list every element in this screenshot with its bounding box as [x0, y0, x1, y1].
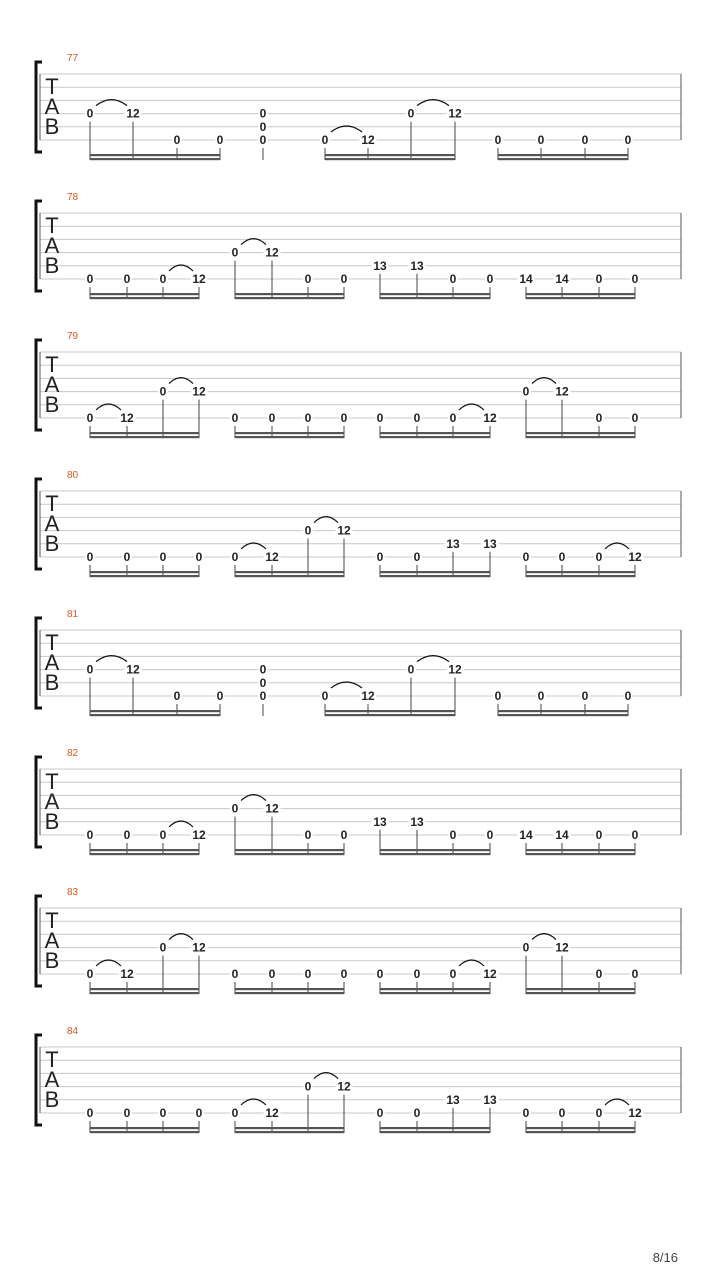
- beat-group: [85, 1106, 204, 1133]
- beam: [235, 571, 344, 573]
- beam: [526, 1131, 635, 1133]
- tab-system-84: [36, 1026, 681, 1133]
- beam: [380, 988, 490, 990]
- beam: [235, 992, 344, 994]
- fret-number: 0: [86, 967, 94, 981]
- beam: [325, 154, 455, 156]
- beam: [235, 988, 344, 990]
- fret-number: 12: [265, 801, 279, 816]
- fret-number: 0: [231, 967, 239, 981]
- fret-number: 12: [448, 662, 462, 677]
- fret-number: 0: [304, 272, 312, 286]
- tab-clef-letter: B: [44, 531, 60, 556]
- beam: [380, 432, 490, 434]
- beam: [526, 1127, 635, 1129]
- fret-number: 0: [595, 1106, 603, 1120]
- beam: [526, 436, 635, 438]
- beam: [235, 436, 344, 438]
- measure-number: 79: [67, 331, 79, 342]
- beam: [90, 992, 199, 994]
- beam: [90, 432, 199, 434]
- fret-number: 0: [413, 550, 421, 564]
- beam: [235, 575, 344, 577]
- system-bracket: [36, 896, 42, 986]
- fret-number: 0: [376, 411, 384, 425]
- fret-number: 0: [494, 133, 502, 147]
- beam: [526, 575, 635, 577]
- beat-group: [85, 100, 225, 161]
- beat-group: [85, 934, 207, 995]
- fret-number: 12: [192, 272, 206, 286]
- fret-number: 0: [376, 967, 384, 981]
- fret-number: 0: [259, 662, 267, 677]
- beam: [380, 293, 490, 295]
- beam: [380, 1131, 490, 1133]
- fret-number: 12: [265, 550, 279, 564]
- fret-number: 0: [259, 119, 267, 134]
- fret-number: 13: [373, 258, 387, 273]
- fret-number: 0: [624, 133, 632, 147]
- beat-group: [320, 100, 463, 161]
- beat-group: [258, 663, 268, 716]
- beat-group: [521, 378, 640, 439]
- fret-number: 12: [555, 384, 569, 399]
- tab-clef-letter: B: [44, 253, 60, 278]
- fret-number: 0: [231, 411, 239, 425]
- fret-number: 0: [173, 133, 181, 147]
- tab-system-82: [36, 748, 681, 855]
- tab-system-78: [36, 192, 681, 299]
- fret-number: 0: [376, 550, 384, 564]
- fret-number: 0: [413, 967, 421, 981]
- fret-number: 0: [631, 272, 639, 286]
- fret-number: 0: [86, 411, 94, 425]
- beat-group: [320, 656, 463, 717]
- fret-number: 0: [231, 550, 239, 564]
- fret-number: 0: [159, 384, 167, 399]
- measure-number: 77: [67, 53, 79, 64]
- beam: [235, 849, 344, 851]
- beam: [90, 297, 199, 299]
- fret-number: 13: [410, 258, 424, 273]
- fret-number: 0: [486, 272, 494, 286]
- tab-system-77: [36, 53, 681, 160]
- measure-number: 81: [67, 609, 79, 620]
- system-bracket: [36, 201, 42, 291]
- fret-number: 0: [268, 967, 276, 981]
- beat-group: [230, 1073, 352, 1134]
- fret-number: 0: [216, 133, 224, 147]
- beam: [90, 575, 199, 577]
- beam: [90, 158, 220, 160]
- fret-number: 0: [449, 967, 457, 981]
- beat-group: [85, 378, 207, 439]
- tab-clef-letter: A: [44, 789, 60, 814]
- tab-clef-letter: B: [44, 1087, 60, 1112]
- tab-clef-letter: A: [44, 928, 60, 953]
- fret-number: 13: [410, 814, 424, 829]
- system-bracket: [36, 340, 42, 430]
- beat-group: [85, 821, 207, 855]
- tab-clef-letter: T: [45, 491, 59, 516]
- tab-clef-letter: T: [45, 1047, 59, 1072]
- fret-number: 0: [449, 828, 457, 842]
- fret-number: 12: [337, 523, 351, 538]
- beam: [498, 158, 628, 160]
- beam: [90, 849, 199, 851]
- fret-number: 12: [361, 689, 375, 703]
- tab-clef-letter: T: [45, 769, 59, 794]
- fret-number: 0: [413, 411, 421, 425]
- fret-number: 0: [86, 1106, 94, 1120]
- system-bracket: [36, 62, 42, 152]
- fret-number: 12: [265, 1106, 279, 1120]
- fret-number: 0: [595, 411, 603, 425]
- fret-number: 0: [259, 133, 267, 147]
- beam: [90, 710, 220, 712]
- fret-number: 0: [86, 550, 94, 564]
- fret-number: 0: [159, 550, 167, 564]
- fret-number: 0: [522, 940, 530, 955]
- fret-number: 13: [373, 814, 387, 829]
- beat-group: [375, 960, 498, 994]
- fret-number: 0: [259, 689, 267, 703]
- fret-number: 0: [631, 828, 639, 842]
- fret-number: 14: [555, 272, 569, 286]
- beam: [498, 714, 628, 716]
- tab-clef-letter: A: [44, 233, 60, 258]
- beat-group: [518, 828, 640, 855]
- tab-system-83: [36, 887, 681, 994]
- beat-group: [230, 795, 349, 856]
- fret-number: 0: [159, 828, 167, 842]
- fret-number: 0: [304, 411, 312, 425]
- fret-number: 0: [340, 272, 348, 286]
- fret-number: 12: [448, 106, 462, 121]
- beam: [380, 849, 490, 851]
- fret-number: 0: [486, 828, 494, 842]
- measure-number: 83: [67, 887, 79, 898]
- tab-clef-letter: T: [45, 74, 59, 99]
- fret-number: 0: [231, 245, 239, 260]
- fret-number: 13: [446, 1092, 460, 1107]
- beam: [90, 1127, 199, 1129]
- beat-group: [85, 265, 207, 299]
- fret-number: 12: [192, 384, 206, 399]
- beam: [325, 714, 455, 716]
- measure-number: 84: [67, 1026, 79, 1037]
- fret-number: 0: [123, 1106, 131, 1120]
- tab-clef-letter: A: [44, 372, 60, 397]
- fret-number: 0: [537, 689, 545, 703]
- fret-number: 0: [522, 550, 530, 564]
- fret-number: 0: [558, 550, 566, 564]
- beam: [380, 992, 490, 994]
- tab-clef-letter: B: [44, 114, 60, 139]
- beam: [325, 710, 455, 712]
- page-number: 8/16: [652, 1250, 678, 1265]
- beam: [90, 988, 199, 990]
- fret-number: 0: [259, 106, 267, 121]
- tab-clef-letter: A: [44, 650, 60, 675]
- beat-group: [258, 107, 268, 160]
- tab-clef-letter: B: [44, 670, 60, 695]
- beam: [90, 1131, 199, 1133]
- tab-system-79: [36, 331, 681, 438]
- fret-number: 0: [581, 689, 589, 703]
- fret-number: 12: [628, 550, 642, 564]
- beam: [235, 853, 344, 855]
- beam: [90, 853, 199, 855]
- beam: [498, 710, 628, 712]
- beat-group: [521, 934, 640, 995]
- fret-number: 12: [628, 1106, 642, 1120]
- fret-number: 0: [340, 967, 348, 981]
- beam: [526, 432, 635, 434]
- fret-number: 0: [304, 828, 312, 842]
- fret-number: 0: [304, 523, 312, 538]
- fret-number: 0: [631, 967, 639, 981]
- beat-group: [85, 550, 204, 577]
- beam: [90, 714, 220, 716]
- fret-number: 0: [216, 689, 224, 703]
- beam: [526, 853, 635, 855]
- fret-number: 0: [123, 828, 131, 842]
- beam: [90, 154, 220, 156]
- fret-number: 12: [483, 411, 497, 425]
- beam: [235, 432, 344, 434]
- fret-number: 0: [86, 662, 94, 677]
- tab-clef-letter: T: [45, 213, 59, 238]
- fret-number: 12: [265, 245, 279, 260]
- tab-clef-letter: T: [45, 908, 59, 933]
- measure-number: 78: [67, 192, 79, 203]
- fret-number: 0: [522, 384, 530, 399]
- measure-number: 80: [67, 470, 79, 481]
- fret-number: 0: [123, 272, 131, 286]
- fret-number: 0: [581, 133, 589, 147]
- fret-number: 0: [407, 662, 415, 677]
- beat-group: [230, 967, 349, 994]
- system-bracket: [36, 757, 42, 847]
- fret-number: 0: [304, 967, 312, 981]
- beat-group: [230, 517, 352, 578]
- beat-group: [521, 543, 643, 577]
- beam: [526, 571, 635, 573]
- fret-number: 12: [192, 940, 206, 955]
- fret-number: 0: [86, 828, 94, 842]
- fret-number: 0: [159, 272, 167, 286]
- fret-number: 14: [555, 828, 569, 842]
- fret-number: 0: [340, 411, 348, 425]
- fret-number: 12: [555, 940, 569, 955]
- fret-number: 0: [595, 272, 603, 286]
- fret-number: 0: [537, 133, 545, 147]
- fret-number: 0: [195, 1106, 203, 1120]
- fret-number: 0: [449, 272, 457, 286]
- beat-group: [493, 133, 633, 160]
- fret-number: 0: [321, 689, 329, 703]
- beat-group: [85, 656, 225, 717]
- system-bracket: [36, 618, 42, 708]
- tab-clef-letter: B: [44, 948, 60, 973]
- fret-number: 0: [304, 1079, 312, 1094]
- fret-number: 12: [361, 133, 375, 147]
- system-bracket: [36, 1035, 42, 1125]
- beam: [380, 297, 490, 299]
- fret-number: 12: [337, 1079, 351, 1094]
- beat-group: [375, 404, 498, 438]
- beam: [90, 436, 199, 438]
- beam: [380, 571, 490, 573]
- fret-number: 0: [86, 272, 94, 286]
- beam: [526, 849, 635, 851]
- fret-number: 0: [123, 550, 131, 564]
- fret-number: 0: [595, 967, 603, 981]
- fret-number: 12: [192, 828, 206, 842]
- beat-group: [521, 1099, 643, 1133]
- beam: [380, 575, 490, 577]
- beat-group: [230, 239, 349, 300]
- beam: [235, 293, 344, 295]
- measure-number: 82: [67, 748, 79, 759]
- tab-clef-letter: A: [44, 1067, 60, 1092]
- beam: [380, 436, 490, 438]
- tab-clef-letter: A: [44, 511, 60, 536]
- fret-number: 0: [413, 1106, 421, 1120]
- fret-number: 0: [522, 1106, 530, 1120]
- fret-number: 0: [595, 828, 603, 842]
- tab-clef-letter: A: [44, 94, 60, 119]
- fret-number: 0: [195, 550, 203, 564]
- fret-number: 0: [407, 106, 415, 121]
- beam: [526, 293, 635, 295]
- beat-group: [230, 411, 349, 438]
- tab-clef-letter: B: [44, 809, 60, 834]
- fret-number: 0: [86, 106, 94, 121]
- fret-number: 13: [483, 1092, 497, 1107]
- beam: [90, 571, 199, 573]
- beam: [325, 158, 455, 160]
- fret-number: 0: [259, 675, 267, 690]
- fret-number: 12: [120, 967, 134, 981]
- fret-number: 12: [483, 967, 497, 981]
- fret-number: 12: [120, 411, 134, 425]
- beam: [235, 1131, 344, 1133]
- beam: [498, 154, 628, 156]
- fret-number: 0: [159, 1106, 167, 1120]
- tab-system-80: [36, 470, 681, 577]
- fret-number: 14: [519, 272, 533, 286]
- fret-number: 0: [449, 411, 457, 425]
- tab-clef-letter: T: [45, 352, 59, 377]
- beam: [526, 297, 635, 299]
- fret-number: 0: [268, 411, 276, 425]
- fret-number: 0: [558, 1106, 566, 1120]
- fret-number: 0: [494, 689, 502, 703]
- tab-system-81: [36, 609, 681, 716]
- beam: [380, 1127, 490, 1129]
- fret-number: 0: [231, 1106, 239, 1120]
- beam: [90, 293, 199, 295]
- tab-clef-letter: T: [45, 630, 59, 655]
- fret-number: 13: [446, 536, 460, 551]
- fret-number: 0: [231, 801, 239, 816]
- fret-number: 0: [159, 940, 167, 955]
- fret-number: 13: [483, 536, 497, 551]
- fret-number: 14: [519, 828, 533, 842]
- beam: [235, 1127, 344, 1129]
- fret-number: 0: [595, 550, 603, 564]
- fret-number: 12: [126, 106, 140, 121]
- fret-number: 0: [376, 1106, 384, 1120]
- fret-number: 0: [173, 689, 181, 703]
- system-bracket: [36, 479, 42, 569]
- fret-number: 0: [321, 133, 329, 147]
- tab-clef-letter: B: [44, 392, 60, 417]
- beat-group: [518, 272, 640, 299]
- fret-number: 0: [340, 828, 348, 842]
- beam: [235, 297, 344, 299]
- beam: [526, 988, 635, 990]
- beat-group: [493, 689, 633, 716]
- beam: [380, 853, 490, 855]
- fret-number: 12: [126, 662, 140, 677]
- fret-number: 0: [631, 411, 639, 425]
- beam: [526, 992, 635, 994]
- fret-number: 0: [624, 689, 632, 703]
